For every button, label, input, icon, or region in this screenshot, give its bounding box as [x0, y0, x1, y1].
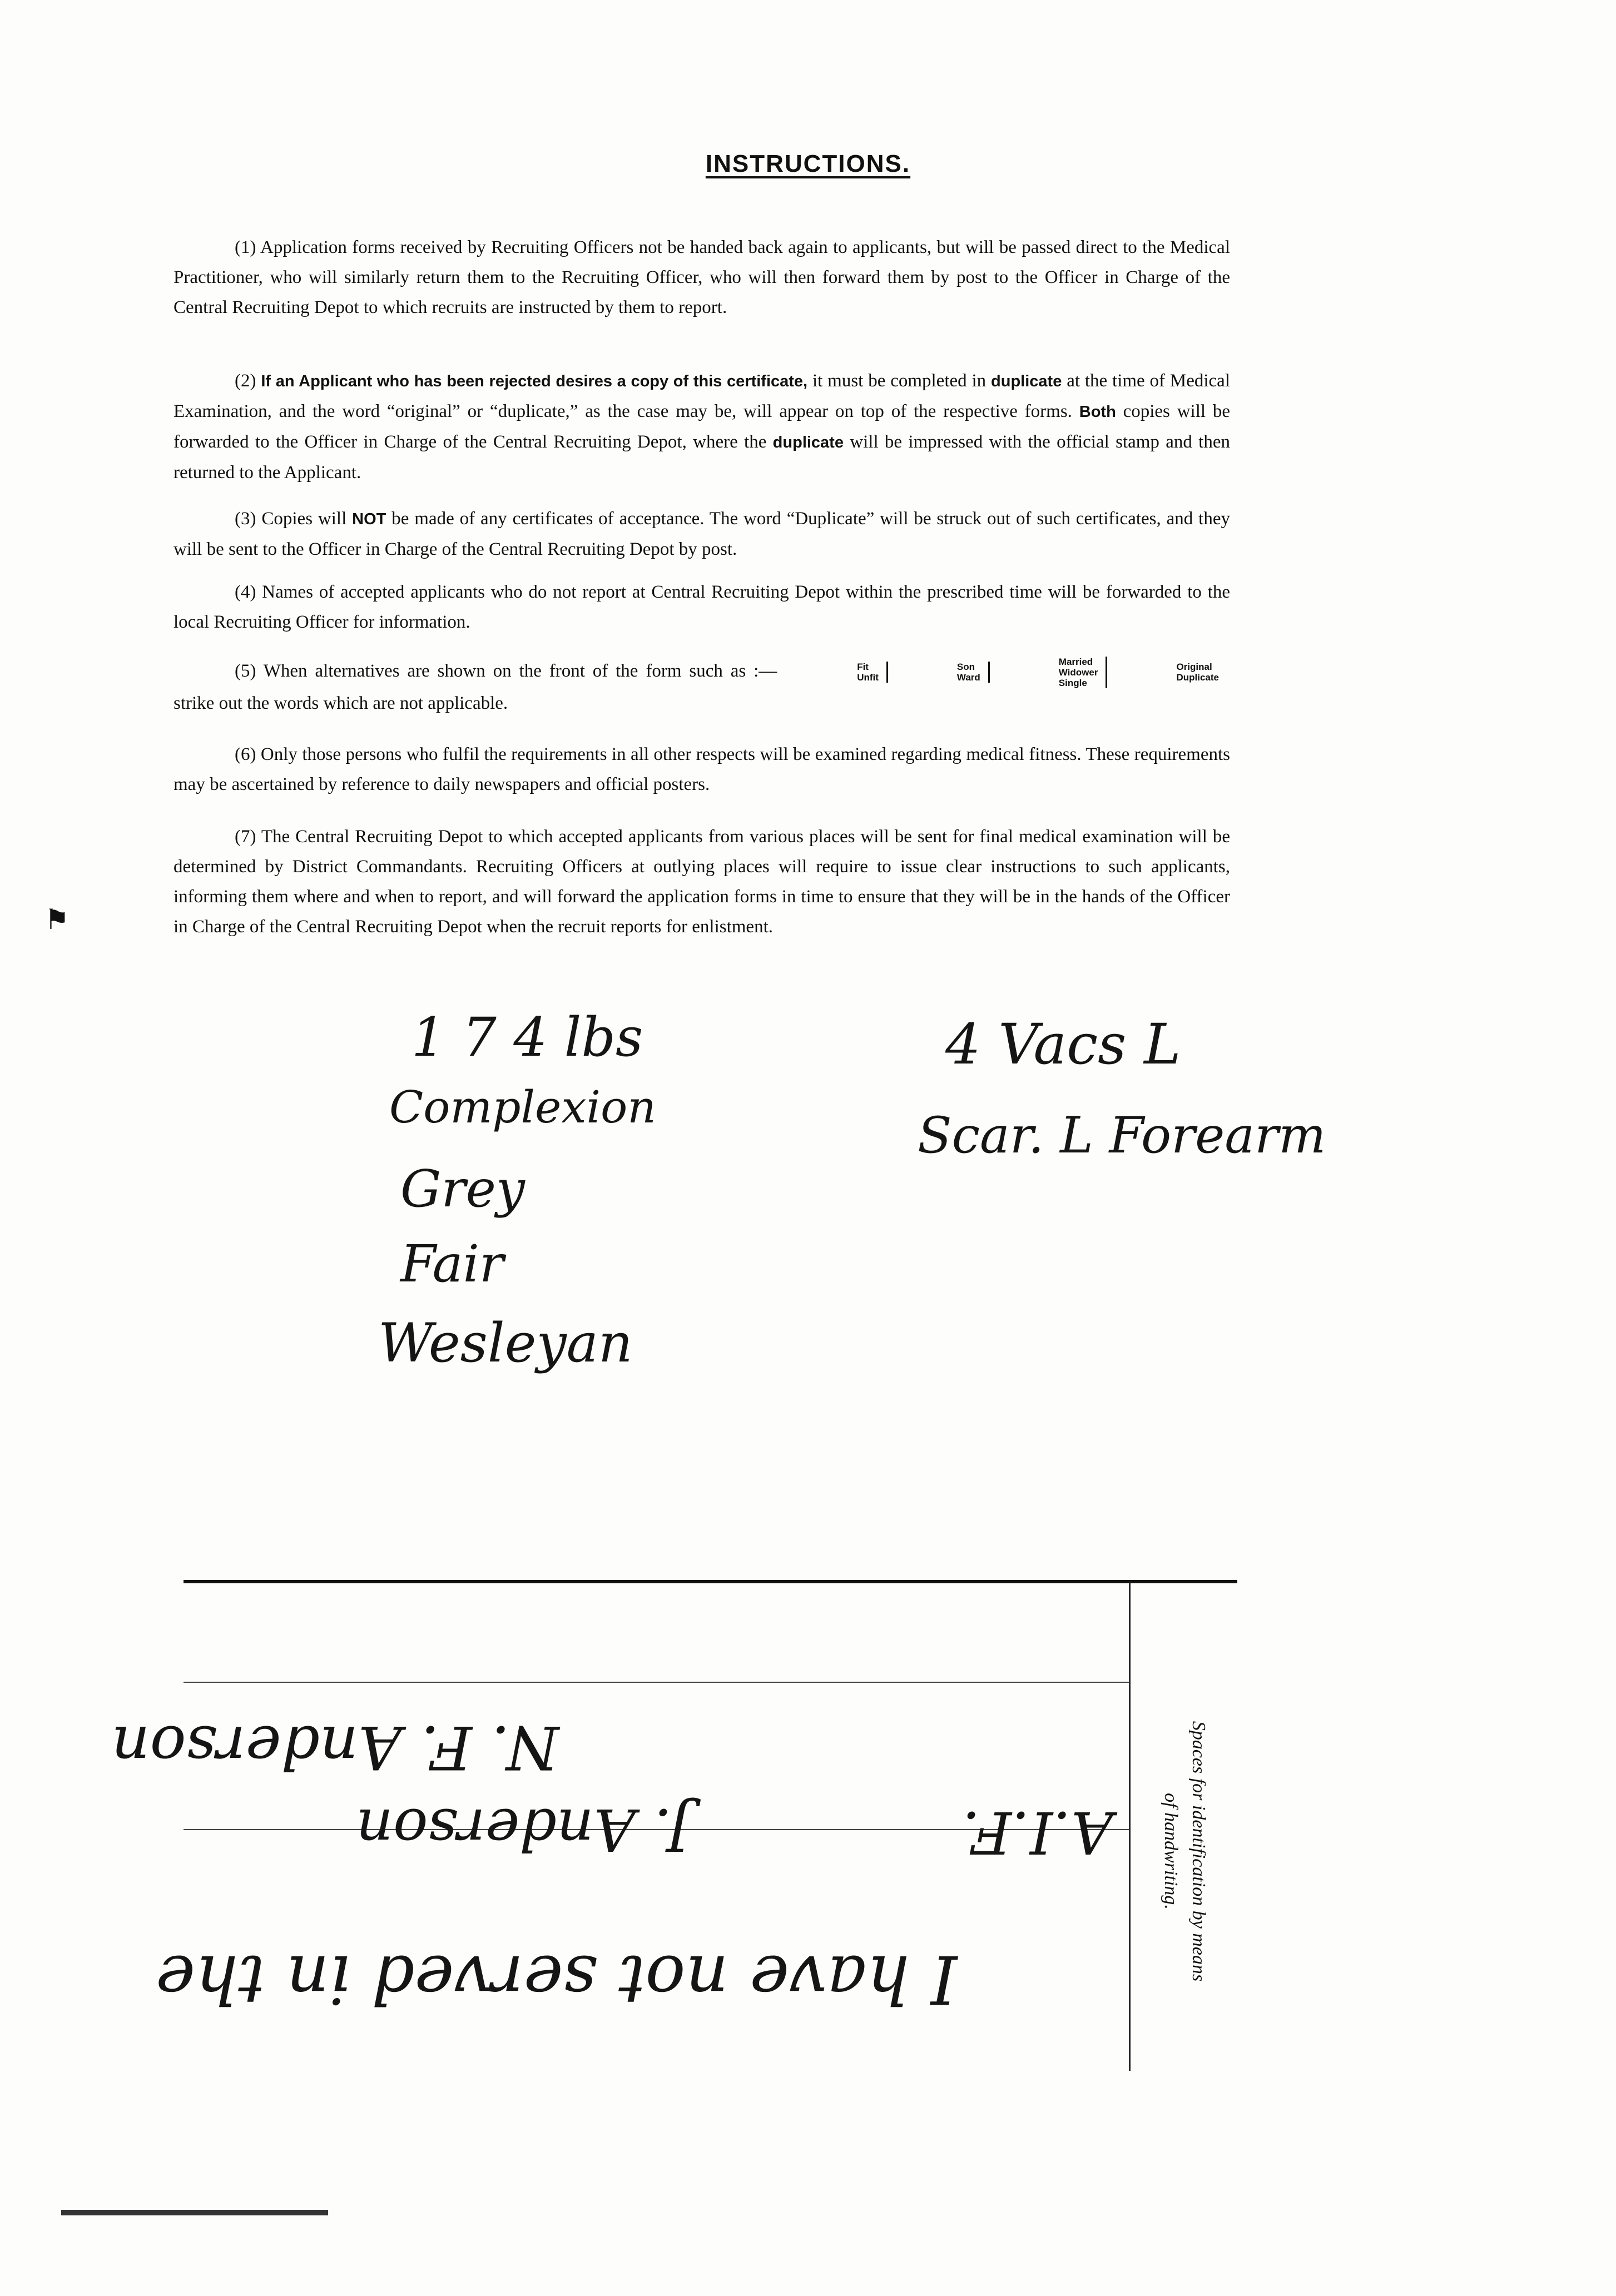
alt-son-ward — [888, 662, 990, 683]
alt-original-duplicate — [1107, 662, 1227, 683]
instruction-3-part-c: be made of any certificates of acceptance. The word “Duplicate” will be struck out of such certificates, and they will be sent to the Officer in Charge of the Central Recruiting Depot by post. — [174, 509, 1231, 559]
alt-widower: Widower — [1058, 667, 1098, 678]
instruction-1: (1) Application forms received by Recruiting Officers not be handed back again to applicants, but will be passed direct to the Medical Practitioner, who will similarly return them to the Recruiting Officer, who will then forward them by post to the Officer in Charge of the Central Recruiting Depot to which recruits are instructed by them to report. — [174, 237, 1230, 317]
writing-line-1 — [184, 1682, 1129, 1683]
alt-fit: Fit — [857, 662, 869, 673]
inverted-signature-1: N. F. Anderson — [111, 1712, 559, 1782]
margin-mark-icon: ⚑ — [44, 903, 70, 936]
section-divider — [184, 1580, 1237, 1583]
scan-edge-mark — [61, 2210, 328, 2215]
handwritten-grey: Grey — [400, 1159, 525, 1219]
instruction-6: (6) Only those persons who fulfil the requirements in all other respects will be examined regarding medical fitness. These requirements may be ascertained by reference to daily newspapers and official posters. — [174, 744, 1230, 794]
instruction-2-part-g: copies will be forwarded to the Officer in Charge of the Central Recruiting Depot, where the — [174, 401, 1230, 452]
instruction-5-part-b: strike out the words which are not applicable. — [174, 693, 508, 713]
instruction-2-part-c: it must be completed in — [807, 371, 992, 391]
instruction-2-bold-both: Both — [1079, 403, 1116, 421]
alt-married: Married — [1058, 656, 1093, 667]
title-text: INSTRUCTIONS. — [705, 150, 911, 177]
instructions-title — [0, 150, 1616, 178]
instruction-2-part-a: (2) — [235, 371, 261, 391]
instruction-5-part-a: (5) When alternatives are shown on the front of the form such as :— — [235, 661, 777, 681]
handwritten-vaccination: 4 Vacs L — [945, 1012, 1181, 1077]
handwritten-scar: Scar. L Forearm — [918, 1106, 1326, 1165]
instruction-4: (4) Names of accepted applicants who do not report at Central Recruiting Depot within the prescribed time will be forwarded to the local Recruiting Officer for information. — [174, 582, 1230, 632]
alt-fit-unfit — [788, 662, 888, 683]
alt-duplicate: Duplicate — [1176, 672, 1219, 683]
instruction-3-part-a: (3) Copies will — [235, 509, 353, 529]
alt-single: Single — [1058, 677, 1087, 688]
instruction-2 — [174, 366, 1230, 488]
alt-original: Original — [1176, 662, 1212, 673]
instruction-3-bold-not: NOT — [352, 510, 386, 528]
inverted-statement: I have not served in the — [156, 1940, 958, 2017]
instruction-2-part-e: at the time of Medical Examination, and the word “original” or “duplicate,” as the case may be, will appear on top of the respective forms. — [174, 371, 1231, 421]
instruction-7: (7) The Central Recruiting Depot to which accepted applicants from various places will be sent for final medical examination will be determined by District Commandants. Recruiting Officers at outlying places will require to issue clear instructions to such applicants, informing them where and when to report, and will forward the application forms in time to ensure that they will be in the hands of the Officer in Charge of the Central Recruiting Depot when the recruit reports for enlistment. — [174, 827, 1230, 937]
instruction-2-bold-duplicate-2: duplicate — [772, 434, 844, 451]
instruction-3 — [174, 504, 1230, 564]
instruction-5 — [174, 656, 1230, 718]
handwritten-weight: 1 7 4 lbs — [412, 1006, 643, 1069]
side-divider — [1129, 1582, 1131, 2071]
handwritten-complexion: Complexion — [389, 1081, 656, 1133]
alt-ward: Ward — [956, 672, 980, 683]
handwritten-fair: Fair — [400, 1234, 504, 1294]
alt-unfit: Unfit — [857, 672, 879, 683]
inverted-unit: A.I.F. — [962, 1798, 1113, 1866]
alternatives-example — [788, 657, 1227, 688]
inverted-signature-2: J. Anderson — [356, 1796, 691, 1863]
instruction-2-part-i: will be impressed with the official stamp and then returned to the Applicant. — [174, 432, 1230, 483]
handwriting-space-label — [1157, 1640, 1212, 2063]
instruction-2-bold-rejected: If an Applicant who has been rejected desires a copy of this certificate, — [261, 372, 808, 390]
alt-marital — [990, 657, 1108, 688]
alt-son: Son — [956, 662, 975, 673]
side-label-line-1: Spaces for identification by means — [1188, 1721, 1209, 1982]
handwritten-religion: Wesleyan — [378, 1312, 633, 1374]
instruction-2-bold-duplicate: duplicate — [991, 372, 1062, 390]
side-label-line-2: of handwriting. — [1161, 1793, 1181, 1910]
